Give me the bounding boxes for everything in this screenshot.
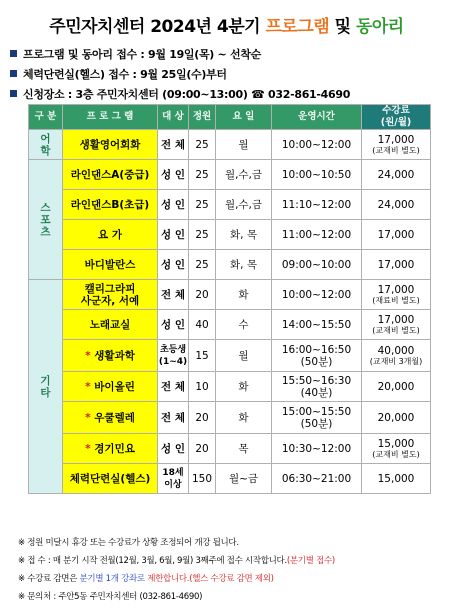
- day-cell: 목: [216, 434, 272, 464]
- square-bullet-icon: [10, 50, 17, 57]
- header-day: 요 일: [216, 105, 272, 130]
- fee-cell: 17,000 (교재비 별도): [362, 130, 431, 160]
- note-1: ※ 정원 미달시 휴강 또는 수강료가 상황 조정되어 개강 됩니다.: [18, 538, 239, 548]
- fee-cell: 15,000 (교재비 별도): [362, 434, 431, 464]
- target-cell: 18세 이상: [158, 464, 189, 494]
- fee-cell: 20,000: [362, 372, 431, 402]
- header-category: 구 분: [29, 105, 63, 130]
- fee-cell: 17,000 (교재비 별도): [362, 310, 431, 340]
- note-4: ※ 문의처 : 주안5동 주민자치센터 (032-861-4690): [18, 592, 203, 602]
- fee-cell: 17,000: [362, 220, 431, 250]
- header-fee: 수강료 (원/월): [362, 105, 431, 130]
- header-target: 대 상: [158, 105, 189, 130]
- capacity-cell: 20: [189, 434, 216, 464]
- capacity-cell: 25: [189, 250, 216, 280]
- fee-cell: 20,000: [362, 402, 431, 434]
- program-name-cell: 라인댄스B(초급): [63, 190, 158, 220]
- capacity-cell: 15: [189, 340, 216, 372]
- day-cell: 월: [216, 340, 272, 372]
- note-3: ※ 수강료 감면은 분기별 1개 강좌로 제한합니다.(헬스 수강료 감면 제외): [18, 574, 274, 584]
- star-mark: *: [85, 442, 91, 455]
- category-cell: 스 포 츠: [29, 160, 63, 280]
- target-cell: 전 체: [158, 402, 189, 434]
- target-cell: 성 인: [158, 190, 189, 220]
- capacity-cell: 10: [189, 372, 216, 402]
- fee-note: (교재비 별도): [372, 326, 420, 335]
- title-part4: 동아리: [355, 17, 404, 37]
- table-row: [29, 434, 431, 464]
- day-cell: 화, 목: [216, 250, 272, 280]
- page-title: [0, 12, 453, 37]
- time-cell: 10:00~12:00: [272, 280, 362, 310]
- program-name-cell: * 우쿨렐레: [63, 402, 158, 434]
- day-cell: 월~금: [216, 464, 272, 494]
- time-cell: 14:00~15:50: [272, 310, 362, 340]
- target-cell: 성 인: [158, 434, 189, 464]
- program-name-cell: 노래교실: [63, 310, 158, 340]
- program-table: [28, 104, 431, 494]
- time-cell: 11:00~12:00: [272, 220, 362, 250]
- program-name-cell: 요 가: [63, 220, 158, 250]
- capacity-cell: 20: [189, 402, 216, 434]
- program-name-cell: 체력단련실(헬스): [63, 464, 158, 494]
- time-cell: 16:00~16:50 (50분): [272, 340, 362, 372]
- time-cell: 15:50~16:30 (40분): [272, 372, 362, 402]
- table-row: [29, 220, 431, 250]
- target-cell: 성 인: [158, 250, 189, 280]
- fee-note: (교재비 3개월): [369, 357, 423, 366]
- table-row: [29, 402, 431, 434]
- target-cell: 전 체: [158, 372, 189, 402]
- table-row: [29, 310, 431, 340]
- day-cell: 월,수,금: [216, 160, 272, 190]
- square-bullet-icon: [10, 70, 17, 77]
- time-cell: 10:00~12:00: [272, 130, 362, 160]
- day-cell: 화: [216, 372, 272, 402]
- category-cell: 어 학: [29, 130, 63, 160]
- fee-note: (교재비 별도): [372, 146, 420, 155]
- table-row: [29, 464, 431, 494]
- square-bullet-icon: [10, 90, 17, 97]
- day-cell: 월,수,금: [216, 190, 272, 220]
- time-cell: 06:30~21:00: [272, 464, 362, 494]
- program-name-cell: 캘리그라피 사군자, 서예: [63, 280, 158, 310]
- table-row: [29, 130, 431, 160]
- capacity-cell: 25: [189, 190, 216, 220]
- day-cell: 화: [216, 402, 272, 434]
- capacity-cell: 40: [189, 310, 216, 340]
- target-cell: 성 인: [158, 160, 189, 190]
- info-line-3: 신청장소 : 3층 주민자치센터 (09:00~13:00) ☎ 032-861-4690: [10, 86, 350, 102]
- title-part2: 프로그램: [265, 17, 330, 37]
- time-cell: 15:00~15:50 (50분): [272, 402, 362, 434]
- target-cell: 성 인: [158, 220, 189, 250]
- fee-note: (교재비 별도): [372, 450, 420, 459]
- table-header-row: [29, 105, 431, 130]
- day-cell: 월: [216, 130, 272, 160]
- table-row: [29, 190, 431, 220]
- note-2: ※ 접 수 : 매 분기 시작 전월(12월, 3월, 6월, 9월) 3째주에 접수 시작합니다.(분기별 접수): [18, 556, 335, 566]
- info-line-1: 프로그램 및 동아리 접수 : 9월 19일(목) ~ 선착순: [10, 46, 261, 62]
- program-name-cell: * 생활과학: [63, 340, 158, 372]
- capacity-cell: 20: [189, 280, 216, 310]
- fee-cell: 17,000: [362, 250, 431, 280]
- table-row: [29, 372, 431, 402]
- header-capacity: 정원: [189, 105, 216, 130]
- info-line-2: 체력단련실(헬스) 접수 : 9월 25일(수)부터: [10, 66, 227, 82]
- table-row: [29, 160, 431, 190]
- category-cell: 기 타: [29, 280, 63, 494]
- program-name-cell: * 바이올린: [63, 372, 158, 402]
- fee-note: (재료비 별도): [372, 296, 420, 305]
- fee-cell: 15,000: [362, 464, 431, 494]
- capacity-cell: 150: [189, 464, 216, 494]
- fee-cell: 17,000 (재료비 별도): [362, 280, 431, 310]
- star-mark: *: [85, 349, 91, 362]
- header-program: 프 로 그 램: [63, 105, 158, 130]
- table-row: [29, 250, 431, 280]
- time-cell: 09:00~10:00: [272, 250, 362, 280]
- program-name-cell: * 경기민요: [63, 434, 158, 464]
- target-cell: 전 체: [158, 280, 189, 310]
- capacity-cell: 25: [189, 160, 216, 190]
- title-part1: 주민자치센터 2024년 4분기: [49, 17, 261, 37]
- day-cell: 화: [216, 280, 272, 310]
- fee-cell: 40,000 (교재비 3개월): [362, 340, 431, 372]
- fee-cell: 24,000: [362, 160, 431, 190]
- table-row: [29, 340, 431, 372]
- time-cell: 10:00~10:50: [272, 160, 362, 190]
- capacity-cell: 25: [189, 220, 216, 250]
- header-time: 운영시간: [272, 105, 362, 130]
- capacity-cell: 25: [189, 130, 216, 160]
- day-cell: 수: [216, 310, 272, 340]
- target-cell: 전 체: [158, 130, 189, 160]
- program-name-cell: 라인댄스A(중급): [63, 160, 158, 190]
- star-mark: *: [85, 411, 91, 424]
- table-row: [29, 280, 431, 310]
- fee-cell: 24,000: [362, 190, 431, 220]
- target-cell: 초등생 (1~4): [158, 340, 189, 372]
- day-cell: 화, 목: [216, 220, 272, 250]
- program-name-cell: 바디발란스: [63, 250, 158, 280]
- time-cell: 11:10~12:00: [272, 190, 362, 220]
- title-part3: 및: [334, 17, 351, 37]
- star-mark: *: [85, 380, 91, 393]
- target-cell: 성 인: [158, 310, 189, 340]
- program-name-cell: 생활영어회화: [63, 130, 158, 160]
- time-cell: 10:30~12:00: [272, 434, 362, 464]
